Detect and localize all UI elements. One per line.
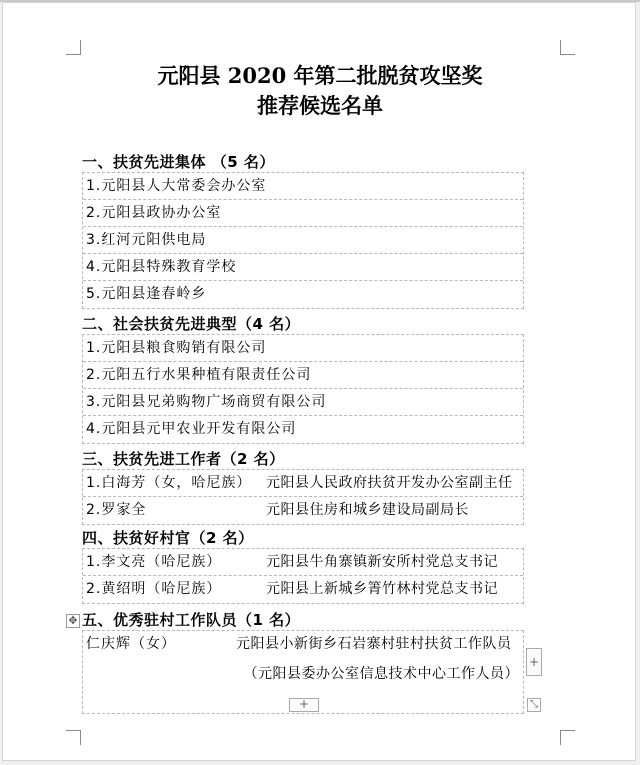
person-name: 1.李文亮（哈尼族） (86, 554, 222, 570)
margin-mark-top-left (66, 40, 81, 55)
table-row[interactable] (83, 497, 523, 524)
section-heading-text: 一、扶贫先进集体 (82, 153, 207, 171)
table-row[interactable]: 1.元阳县粮食购销有限公司 (83, 335, 523, 362)
table-social[interactable] (82, 334, 524, 444)
section-heading-village-officials (82, 527, 254, 548)
table-row[interactable] (86, 633, 512, 653)
section-heading-collective (82, 151, 275, 172)
person-post: 元阳县人民政府扶贫开发办公室副主任 (266, 475, 513, 491)
table-row[interactable]: 4.元阳县特殊教育学校 (83, 254, 523, 281)
margin-mark-bottom-left (66, 730, 81, 745)
add-column-plus-icon[interactable]: + (526, 648, 542, 676)
add-row-plus-icon[interactable]: + (289, 698, 319, 712)
table-row[interactable]: 3.元阳县兄弟购物广场商贸有限公司 (83, 389, 523, 416)
margin-mark-bottom-right (560, 730, 575, 745)
table-row[interactable] (83, 470, 523, 497)
person-post: 元阳县住房和城乡建设局副局长 (266, 502, 469, 518)
person-post: 元阳县上新城乡箐竹林村党总支书记 (266, 581, 498, 597)
table-collective[interactable] (82, 172, 524, 309)
table-village-officials[interactable] (82, 548, 524, 604)
person-note: （元阳县委办公室信息技术中心工作人员） (243, 666, 519, 682)
table-row[interactable]: 5.元阳县逢春岭乡 (86, 286, 207, 302)
document-subtitle: 推荐候选名单 (257, 93, 383, 118)
section-heading-workers (82, 448, 285, 469)
person-name: 1.白海芳（女，哈尼族） (86, 475, 252, 491)
table-workers[interactable] (82, 469, 524, 525)
section-heading-text: 二、社会扶贫先进典型 (82, 315, 238, 333)
table-row[interactable]: 1.元阳县人大常委会办公室 (83, 173, 523, 200)
table-row[interactable] (83, 576, 523, 603)
section-count: （4 名） (237, 315, 301, 333)
section-heading-text: 四、扶贫好村官 (82, 529, 191, 547)
person-post: 元阳县牛角寨镇新安所村党总支书记 (266, 554, 498, 570)
section-count: （2 名） (221, 450, 285, 468)
person-name: 2.罗家全 (86, 502, 147, 518)
table-row[interactable]: 2.元阳五行水果种植有限责任公司 (83, 362, 523, 389)
table-row[interactable]: 4.元阳县元甲农业开发有限公司 (86, 421, 297, 437)
section-count: （2 名） (190, 529, 254, 547)
section-count: （5 名） (211, 153, 275, 171)
document-title: 元阳县 2020 年第二批脱贫攻坚奖 (157, 63, 483, 88)
section-heading-text: 五、优秀驻村工作队员 (82, 611, 238, 629)
person-name: 仁庆辉（女） (86, 636, 176, 652)
table-row[interactable]: 2.元阳县政协办公室 (83, 200, 523, 227)
section-heading-resident-team (82, 609, 300, 630)
table-row[interactable]: 3.红河元阳供电局 (83, 227, 523, 254)
margin-mark-top-right (560, 40, 575, 55)
section-count: （1 名） (237, 611, 301, 629)
table-move-handle-icon[interactable]: ✥ (66, 614, 80, 628)
person-post: 元阳县小新街乡石岩寨村驻村扶贫工作队员 (236, 636, 512, 652)
person-name: 2.黄绍明（哈尼族） (86, 581, 222, 597)
section-heading-text: 三、扶贫先进工作者 (82, 450, 222, 468)
table-row[interactable] (83, 549, 523, 576)
table-resize-handle-icon[interactable]: ⤡ (527, 698, 541, 712)
section-heading-social (82, 313, 300, 334)
